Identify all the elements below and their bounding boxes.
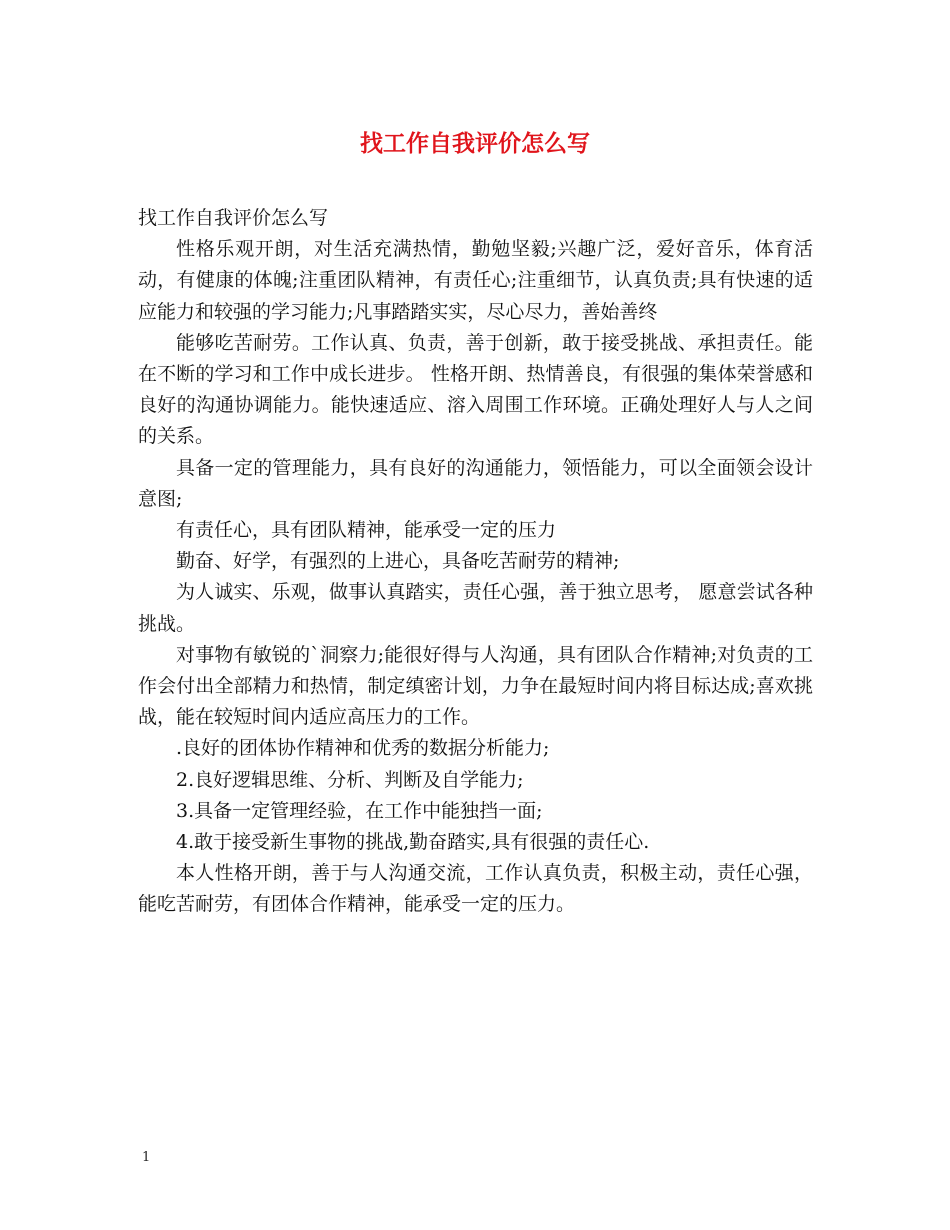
page-number: 1 xyxy=(142,1150,151,1165)
document-title: 找工作自我评价怎么写 xyxy=(360,130,590,157)
paragraph: 为人诚实、乐观，做事认真踏实，责任心强，善于独立思考， 愿意尝试各种挑战。 xyxy=(138,581,813,635)
paragraph: 能够吃苦耐劳。工作认真、负责，善于创新，敢于接受挑战、承担责任。能在不断的学习和工作中成长进步。 性格开朗、热情善良，有很强的集体荣誉感和良好的沟通协调能力。能快速适应、溶入周围工作环境。正确处理好人与人之间的关系。 xyxy=(138,331,813,448)
paragraph: 有责任心，具有团队精神，能承受一定的压力 xyxy=(176,519,557,542)
body-heading: 找工作自我评价怎么写 xyxy=(138,207,329,229)
list-item: 2.良好逻辑思维、分析、判断及自学能力; xyxy=(176,768,524,791)
paragraph: 对事物有敏锐的`洞察力;能很好得与人沟通，具有团队合作精神;对负责的工作会付出全部精力和热情，制定缜密计划，力争在最短时间内将目标达成;喜欢挑战，能在较短时间内适应高压力的工作。 xyxy=(138,643,813,729)
paragraph: 性格乐观开朗，对生活充满热情，勤勉坚毅;兴趣广泛，爱好音乐，体育活动，有健康的体魄;注重团队精神，有责任心;注重细节，认真负责;具有快速的适应能力和较强的学习能力;凡事踏踏实实，尽心尽力，善始善终 xyxy=(138,238,813,323)
document-body xyxy=(138,203,813,921)
paragraph: 勤奋、好学，有强烈的上进心，具备吃苦耐劳的精神; xyxy=(176,550,620,573)
paragraph: 本人性格开朗，善于与人沟通交流，工作认真负责，积极主动，责任心强，能吃苦耐劳，有团体合作精神，能承受一定的压力。 xyxy=(138,862,813,916)
list-item: .良好的团体协作精神和优秀的数据分析能力; xyxy=(176,737,550,760)
paragraph: 具备一定的管理能力，具有良好的沟通能力，领悟能力，可以全面领会设计意图; xyxy=(138,456,813,510)
list-item: 3.具备一定管理经验，在工作中能独挡一面; xyxy=(176,799,543,822)
list-item: 4.敢于接受新生事物的挑战,勤奋踏实,具有很强的责任心. xyxy=(176,831,650,854)
